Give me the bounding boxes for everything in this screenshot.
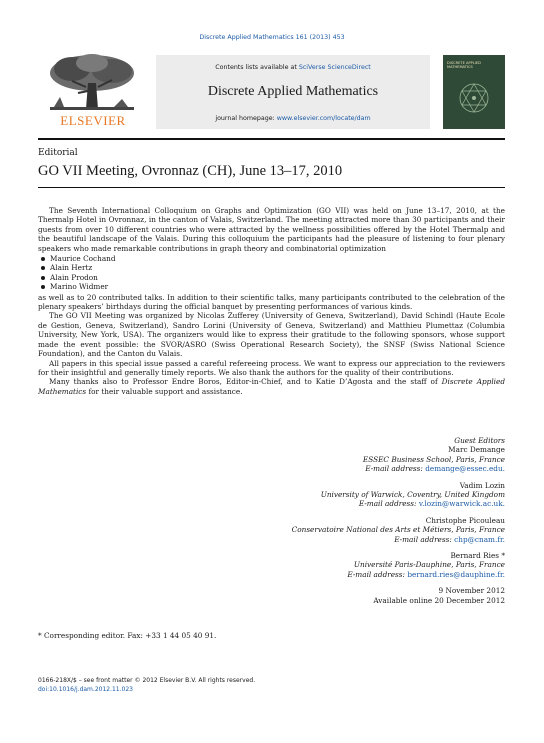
bullet-icon: [41, 266, 45, 270]
homepage-line: [156, 115, 430, 122]
list-item: [40, 282, 505, 291]
editor-email-line: E-mail address: demange@essec.edu.: [365, 464, 505, 474]
editor-email[interactable]: chp@cnam.fr.: [454, 534, 505, 544]
journal-title: Discrete Applied Mathematics: [207, 84, 379, 99]
editor-affiliation: Conservatoire National des Arts et Métiers, Paris, France: [291, 525, 505, 535]
journal-citation[interactable]: Discrete Applied Mathematics 161 (2013) 453: [199, 34, 345, 41]
speaker-name: Alain Prodon: [50, 272, 98, 282]
list-item: [40, 273, 505, 282]
guest-editors: [205, 436, 505, 605]
sciencedirect-link[interactable]: SciVerse ScienceDirect: [298, 64, 371, 71]
editor-email[interactable]: demange@essec.edu.: [425, 464, 505, 474]
contents-line: [156, 64, 430, 71]
speaker-name: Marino Widmer: [50, 282, 109, 292]
editor-affiliation: Université Paris-Dauphine, Paris, France: [353, 560, 505, 570]
corresponding-footnote: * Corresponding editor. Fax: +33 1 44 05 40 91.: [38, 631, 217, 640]
elsevier-logo: [38, 53, 148, 131]
cover-title: DISCRETE APPLIED MATHEMATICS: [447, 61, 481, 69]
paragraph-organizers: The GO VII Meeting was organized by Nicolas Zufferey (University of Geneva, Switzerland), David Schindl (Haute Ecole de Gestion, Geneva, Switzerland), Sandro Lorini (University of Geneva, Switzerland) and Matthieu Plumettaz (Columbia University, New York, USA). The organizers would like to express their gratitude to the following sponsors, whose support made the event possible: the SVOR/ASRO (Swiss Operational Research Society), the SNSF (Swiss National Science Foundation), and the Canton du Valais.: [38, 311, 505, 359]
homepage-prefix: journal homepage:: [215, 115, 277, 122]
editor-name: Marc Demange: [448, 445, 505, 455]
article-body: [38, 206, 505, 396]
article-title: GO VII Meeting, Ovronnaz (CH), June 13–17, 2010: [38, 163, 343, 179]
online-date: Available online 20 December 2012: [373, 595, 505, 605]
speaker-name: Alain Hertz: [50, 263, 93, 273]
editor-affiliation: University of Warwick, Coventry, United Kingdom: [320, 490, 505, 500]
editor-email-line: E-mail address: bernard.ries@dauphine.fr.: [347, 569, 505, 579]
bullet-icon: [41, 276, 45, 280]
journal-cover: [443, 55, 505, 129]
editor-name: Bernard Ries *: [450, 551, 505, 561]
cover-graph-icon: [457, 81, 491, 115]
header-rule: [38, 138, 505, 140]
copyright-line: 0166-218X/$ – see front matter © 2012 Elsevier B.V. All rights reserved.: [38, 677, 256, 684]
section-label: Editorial: [38, 148, 78, 158]
editors-heading: Guest Editors: [454, 436, 505, 445]
publication-dates: [205, 586, 505, 605]
thanks-start: Many thanks also to Professor Endre Boros, Editor-in-Chief, and to Katie D’Agosta and the staff of: [49, 377, 442, 387]
title-rule: [38, 187, 505, 188]
paragraph-intro: The Seventh International Colloquium on Graphs and Optimization (GO VII) was held on June 13–17, 2010, at the Thermalp Hotel in Ovronnaz, in the canton of Valais, Switzerland. The meeting attracted more than 30 participants and their guests from over 10 different countries who were attracted by the wellness possibilities offered by the Hotel Thermalp and the beautiful landscape of the Valais. During this colloquium the participants had the pleasure of listening to four plenary speakers who made remarkable contributions in graph theory and combinatorial optimization: [38, 206, 505, 253]
editor-affiliation: ESSEC Business School, Paris, France: [362, 454, 505, 464]
bullet-icon: [41, 257, 45, 261]
contents-prefix: Contents lists available at: [215, 64, 299, 71]
paragraph-refereeing: All papers in this special issue passed a careful refereeing process. We want to express our appreciation to the reviewers for their insightful and generally timely reports. We also thank the authors for the quality of their contributions.: [38, 358, 505, 377]
speaker-list: [38, 254, 505, 292]
speaker-name: Maurice Cochand: [50, 254, 116, 264]
publisher-wordmark: ELSEVIER: [60, 113, 126, 128]
paragraph-thanks: [38, 377, 505, 396]
journal-masthead: [156, 55, 430, 129]
editor-email-line: E-mail address: v.lozin@warwick.ac.uk.: [358, 499, 505, 509]
bottom-info: [38, 676, 255, 694]
editor-block: [205, 445, 505, 473]
homepage-link[interactable]: www.elsevier.com/locate/dam: [276, 115, 371, 122]
editor-name: Vadim Lozin: [459, 480, 505, 490]
elsevier-tree-icon: [42, 53, 142, 113]
thanks-end: for their valuable support and assistance.: [86, 386, 243, 396]
editor-block: [205, 516, 505, 544]
list-item: [40, 254, 505, 263]
bullet-icon: [41, 285, 45, 289]
editor-name: Christophe Picouleau: [425, 515, 505, 525]
editor-email[interactable]: bernard.ries@dauphine.fr.: [407, 569, 505, 579]
editor-block: [205, 481, 505, 509]
list-item: [40, 263, 505, 272]
paragraph-talks: as well as to 20 contributed talks. In addition to their scientific talks, many participants contributed to the celebration of the plenary speakers’ birthdays during the official banquet by presenting performances of various kinds.: [38, 292, 505, 312]
editor-email-line: E-mail address: chp@cnam.fr.: [394, 534, 505, 544]
thanks-journal: Discrete Applied Mathematics: [38, 377, 505, 396]
editor-email[interactable]: v.lozin@warwick.ac.uk.: [418, 499, 505, 509]
editor-block: [205, 551, 505, 579]
doi-link[interactable]: doi:10.1016/j.dam.2012.11.023: [38, 686, 133, 693]
received-date: 9 November 2012: [438, 586, 505, 596]
